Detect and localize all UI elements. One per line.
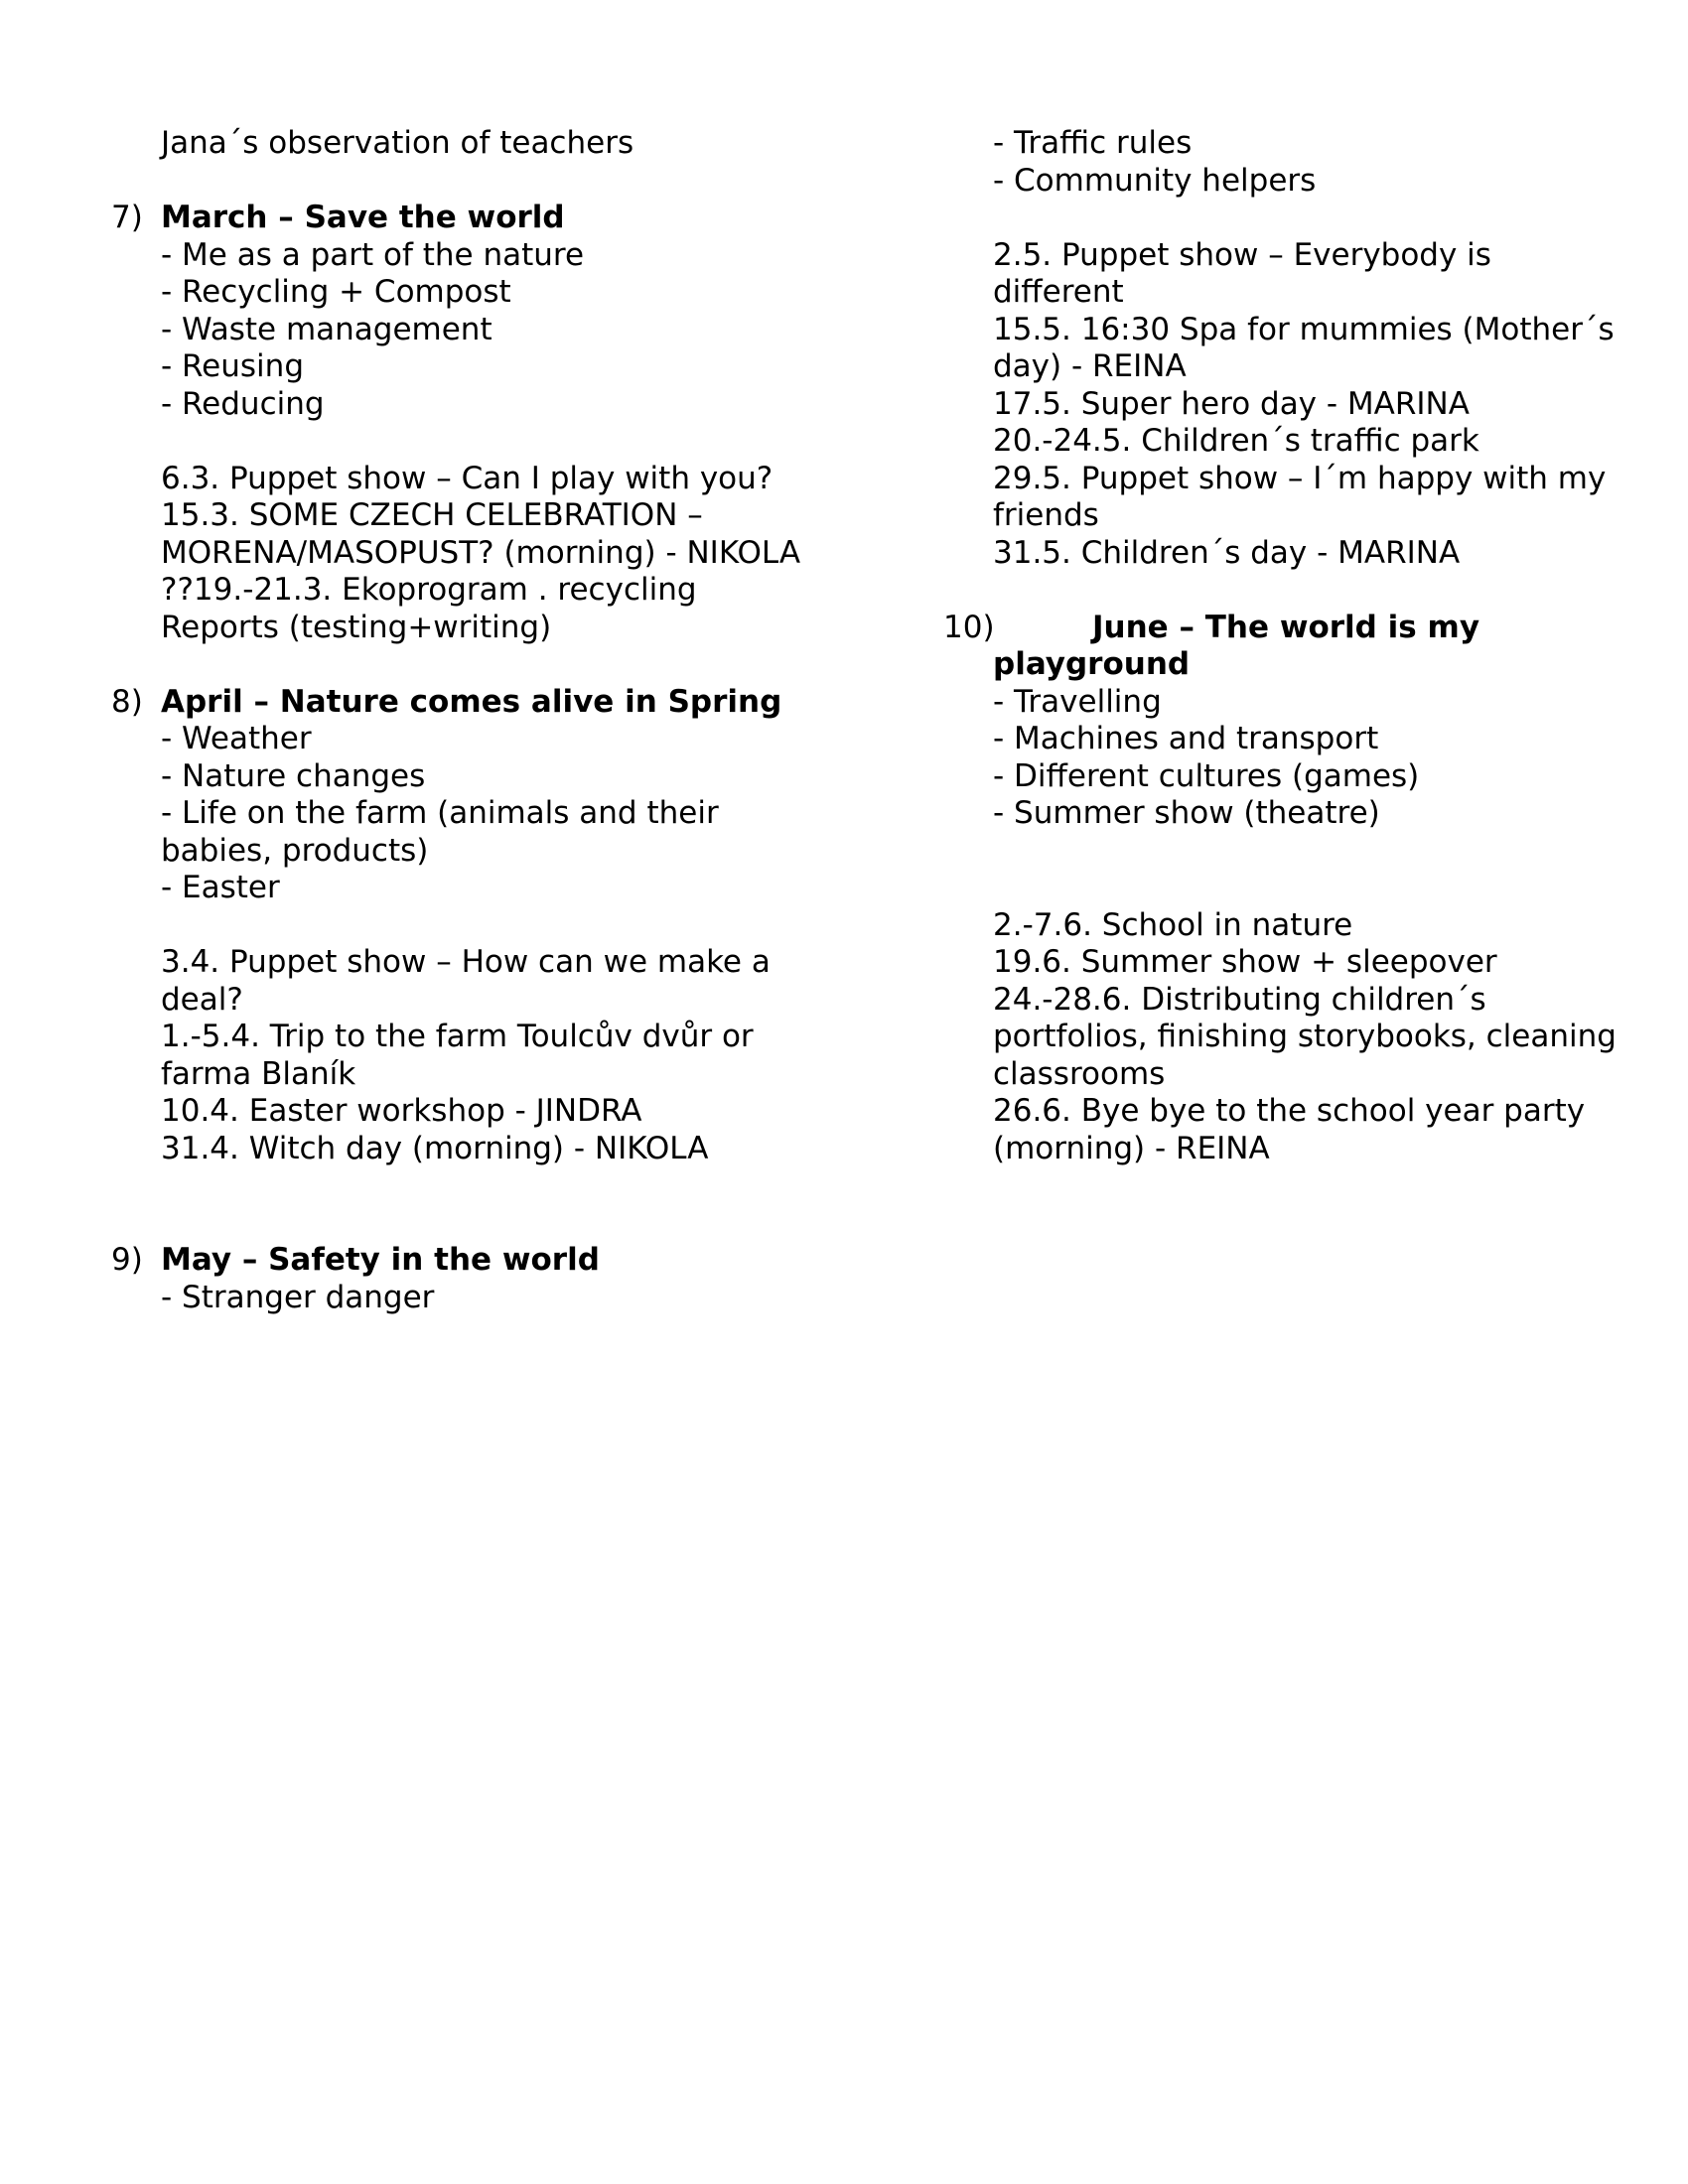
topic-item: - Recycling + Compost [161, 274, 511, 310]
event-item: 6.3. Puppet show – Can I play with you? [161, 460, 774, 496]
topic-item: - Summer show (theatre) [993, 795, 1380, 831]
topic-item: - Waste management [161, 311, 492, 347]
section-may-continued [943, 125, 1628, 572]
section-number: 10) [943, 609, 995, 645]
right-column [943, 125, 1628, 1167]
event-item: 3.4. Puppet show – How can we make a deal? [161, 944, 771, 1018]
event-item: 31.4. Witch day (morning) - NIKOLA [161, 1130, 709, 1166]
topic-item: - Stranger danger [161, 1279, 435, 1315]
topic-item: - Reducing [161, 385, 325, 422]
topic-item: - Nature changes [161, 757, 426, 794]
section-number: 9) [111, 1242, 143, 1278]
event-item: 15.5. 16:30 Spa for mummies (Mother´s day) - REINA [993, 311, 1615, 384]
topic-item: - Life on the farm (animals and their babies, products) [161, 795, 719, 869]
topic-item: - Machines and transport [993, 721, 1379, 756]
event-item: 20.-24.5. Children´s traffic park [993, 423, 1479, 459]
event-item: 1.-5.4. Trip to the farm Toulcův dvůr or farma Blaník [161, 1019, 754, 1092]
event-item: ??19.-21.3. Ekoprogram . recycling [161, 572, 697, 608]
event-item: Reports (testing+writing) [161, 609, 552, 645]
left-column [111, 125, 806, 1316]
event-item: 19.6. Summer show + sleepover [993, 944, 1497, 980]
section-title: March – Save the world [161, 200, 565, 235]
section-march [111, 200, 806, 646]
event-item: 24.-28.6. Distributing children´s portfolios, finishing storybooks, cleaning classrooms [993, 981, 1617, 1092]
event-item: 2.5. Puppet show – Everybody is different [993, 236, 1491, 310]
preamble-text: Jana´s observation of teachers [161, 125, 634, 161]
topic-item: - Travelling [993, 683, 1162, 720]
section-june [943, 610, 1628, 1168]
event-item: 26.6. Bye bye to the school year party (morning) - REINA [993, 1093, 1586, 1166]
section-number: 8) [111, 683, 143, 720]
topic-item: - Traffic rules [993, 125, 1193, 161]
event-item: 15.3. SOME CZECH CELEBRATION – MORENA/MASOPUST? (morning) - NIKOLA [161, 497, 801, 571]
section-april [111, 684, 806, 1168]
event-item: 2.-7.6. School in nature [993, 906, 1353, 943]
section-title: April – Nature comes alive in Spring [161, 683, 782, 720]
section-number: 7) [111, 200, 143, 235]
section-may [111, 1242, 806, 1316]
section-title: May – Safety in the world [161, 1242, 600, 1278]
event-item: 29.5. Puppet show – I´m happy with my friends [993, 460, 1607, 533]
topic-item: - Easter [161, 870, 280, 905]
section-title [993, 610, 1628, 684]
event-item: 10.4. Easter workshop - JINDRA [161, 1093, 642, 1129]
event-item: 17.5. Super hero day - MARINA [993, 385, 1470, 422]
topic-item: - Reusing [161, 348, 304, 384]
section-title-text: June – The world is my playground [993, 609, 1480, 682]
topic-item: - Weather [161, 721, 312, 756]
topic-item: - Me as a part of the nature [161, 236, 585, 273]
topic-item: - Different cultures (games) [993, 757, 1420, 794]
topic-item: - Community helpers [993, 162, 1317, 199]
event-item: 31.5. Children´s day - MARINA [993, 534, 1461, 571]
